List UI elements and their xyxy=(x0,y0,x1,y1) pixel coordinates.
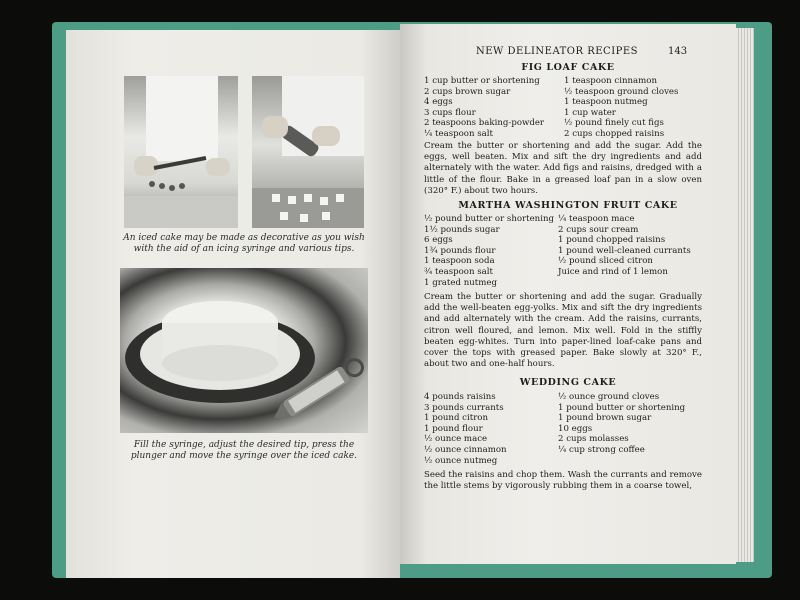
ingredient: ¾ teaspoon salt xyxy=(424,266,493,277)
ingredient: 4 pounds raisins xyxy=(424,392,496,402)
page-edges xyxy=(736,28,754,562)
ingredient: ½ ounce cinnamon xyxy=(424,444,507,455)
ingredient: 1 pound chopped raisins xyxy=(558,235,666,246)
photo-syringe-tips xyxy=(124,76,238,228)
recipe-title: WEDDING CAKE xyxy=(519,377,617,388)
running-title: NEW DELINEATOR RECIPES xyxy=(476,46,639,57)
ingredient: 1 grated nutmeg xyxy=(424,277,497,288)
ingredient: 1 pound brown sugar xyxy=(558,413,652,424)
ingredient: 1½ pounds sugar xyxy=(424,224,500,235)
ingredient: ½ pound butter or shortening xyxy=(424,214,555,224)
ingredient: 4 eggs xyxy=(424,97,453,108)
iced-cake-illustration xyxy=(120,268,368,433)
caption-top: An iced cake may be made as decorative as you wish with the aid of an icing syringe and various tips. xyxy=(123,233,365,254)
ingredient: ½ pound finely cut figs xyxy=(564,118,664,129)
ingredient-list xyxy=(564,76,678,140)
ingredient-list xyxy=(424,392,507,466)
ingredient: 1 teaspoon cinnamon xyxy=(564,76,657,86)
ingredient: Juice and rind of 1 lemon xyxy=(558,266,668,277)
ingredient: 1 teaspoon soda xyxy=(424,256,495,267)
recipe-title: MARTHA WASHINGTON FRUIT CAKE xyxy=(458,200,678,211)
ingredient: ¼ teaspoon mace xyxy=(558,214,635,224)
ingredient: ½ pound sliced citron xyxy=(558,256,653,267)
ingredient-list xyxy=(558,214,691,278)
ingredient: 2 cups chopped raisins xyxy=(564,128,665,139)
ingredient: 10 eggs xyxy=(558,423,593,434)
ingredient: 1 cup butter or shortening xyxy=(424,76,540,86)
ingredient-list xyxy=(424,76,544,140)
recipe-title: FIG LOAF CAKE xyxy=(521,62,615,73)
ingredient: 3 cups flour xyxy=(424,107,476,118)
ingredient: 2 cups molasses xyxy=(558,434,629,445)
recipe-directions: Cream the butter or shortening and add the sugar. Add the eggs, well beaten. Mix and sift the dry ingredients and add alternately with the water. Add figs and raisins, dredged with a little of the flour. Bake in a greased loaf pan in a slow oven (320° F.) about two hours. xyxy=(424,141,702,196)
ingredient: 1 cup water xyxy=(564,107,616,118)
ingredient: 3 pounds currants xyxy=(424,402,504,413)
decorating-illustration xyxy=(252,76,364,228)
ingredient: ½ ounce ground cloves xyxy=(558,392,660,402)
left-page xyxy=(66,30,400,578)
ingredient: ½ teaspoon ground cloves xyxy=(564,86,679,97)
ingredient: 2 cups sour cream xyxy=(558,224,639,235)
syringe-tips-illustration xyxy=(124,76,238,228)
ingredient: 2 cups brown sugar xyxy=(424,86,511,97)
ingredient: ¼ teaspoon salt xyxy=(424,128,493,139)
ingredient: 2 teaspoons baking-powder xyxy=(424,118,545,129)
recipe-directions: Cream the butter or shortening and add the sugar. Gradually add the well-beaten egg-yolks. Mix and sift the dry ingredients and add alternately with the cream. Add the raisins, currants, citron well floured, and lemon. Mix well. Fold in the stiffly beaten egg-whites. Turn into paper-lined loaf-cake pans and cover the tops with greased paper. Bake slowly at 320° F., about two and one-half hours. xyxy=(424,292,702,370)
photo-decorating-cake xyxy=(252,76,364,228)
ingredient: 1 pound well-cleaned currants xyxy=(558,245,691,256)
photo-iced-cake xyxy=(120,268,368,433)
page-number: 143 xyxy=(668,46,688,57)
ingredient: ¼ cup strong coffee xyxy=(558,444,645,455)
ingredient: 1 pound butter or shortening xyxy=(558,402,686,413)
ingredient: ½ ounce nutmeg xyxy=(424,455,498,466)
ingredient: 1 pound flour xyxy=(424,423,483,434)
caption-bottom: Fill the syringe, adjust the desired tip, press the plunger and move the syringe over the iced cake. xyxy=(130,440,358,461)
right-page xyxy=(400,24,736,564)
ingredient: 1 teaspoon nutmeg xyxy=(564,97,648,108)
ingredient: 6 eggs xyxy=(424,235,453,246)
ingredient-list xyxy=(424,214,554,288)
ingredient-list xyxy=(558,392,685,456)
ingredient: 1¾ pounds flour xyxy=(424,245,496,256)
ingredient: ½ ounce mace xyxy=(424,434,488,445)
recipe-directions: Seed the raisins and chop them. Wash the currants and remove the little stems by vigorously rubbing them in a coarse towel, xyxy=(424,470,702,492)
ingredient: 1 pound citron xyxy=(424,413,489,424)
